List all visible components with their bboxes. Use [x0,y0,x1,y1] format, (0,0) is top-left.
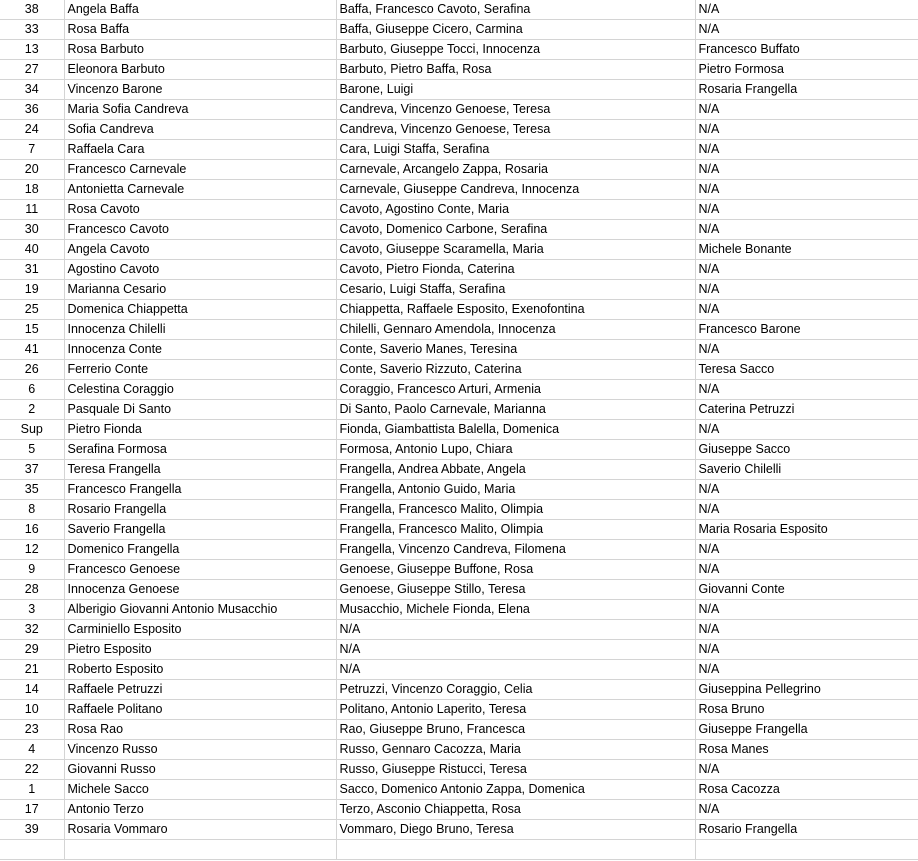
parents-cell[interactable]: Carnevale, Arcangelo Zappa, Rosaria [336,160,695,180]
parents-cell[interactable]: Chiappetta, Raffaele Esposito, Exenofontina [336,300,695,320]
name-cell[interactable]: Raffaela Cara [64,140,336,160]
parents-cell[interactable]: Chilelli, Gennaro Amendola, Innocenza [336,320,695,340]
name-cell[interactable]: Carminiello Esposito [64,620,336,640]
parents-cell[interactable]: Petruzzi, Vincenzo Coraggio, Celia [336,680,695,700]
table-row [0,460,918,480]
parents-cell[interactable]: Frangella, Andrea Abbate, Angela [336,460,695,480]
name-cell[interactable]: Rosa Baffa [64,20,336,40]
spouse-cell[interactable]: N/A [695,660,918,680]
table-row [0,180,918,200]
parents-cell[interactable]: Barbuto, Pietro Baffa, Rosa [336,60,695,80]
spouse-cell[interactable]: N/A [695,100,918,120]
table-row [0,120,918,140]
id-cell[interactable]: 2 [0,400,64,420]
name-cell[interactable]: Angela Cavoto [64,240,336,260]
table-row [0,820,918,840]
id-cell[interactable]: 7 [0,140,64,160]
name-cell[interactable] [64,840,336,860]
spouse-cell[interactable]: Rosa Cacozza [695,780,918,800]
name-cell[interactable]: Marianna Cesario [64,280,336,300]
table-row [0,80,918,100]
spouse-cell[interactable]: Giuseppe Sacco [695,440,918,460]
name-cell[interactable]: Francesco Cavoto [64,220,336,240]
spouse-cell[interactable]: Giovanni Conte [695,580,918,600]
table-row [0,300,918,320]
spouse-cell[interactable]: Saverio Chilelli [695,460,918,480]
name-cell[interactable]: Francesco Carnevale [64,160,336,180]
spouse-cell[interactable] [695,840,918,860]
table-row [0,480,918,500]
parents-cell[interactable]: N/A [336,660,695,680]
parents-cell[interactable]: Rao, Giuseppe Bruno, Francesca [336,720,695,740]
name-cell[interactable]: Giovanni Russo [64,760,336,780]
id-cell[interactable]: 36 [0,100,64,120]
parents-cell[interactable]: Barone, Luigi [336,80,695,100]
name-cell[interactable]: Raffaele Petruzzi [64,680,336,700]
table-row [0,560,918,580]
table-row [0,740,918,760]
table-row [0,200,918,220]
spouse-cell[interactable]: Pietro Formosa [695,60,918,80]
name-cell[interactable]: Vincenzo Russo [64,740,336,760]
name-cell[interactable]: Angela Baffa [64,0,336,20]
name-cell[interactable]: Pietro Esposito [64,640,336,660]
id-cell[interactable]: 32 [0,620,64,640]
table-row [0,840,918,860]
spouse-cell[interactable]: N/A [695,180,918,200]
name-cell[interactable]: Vincenzo Barone [64,80,336,100]
spouse-cell[interactable]: Giuseppina Pellegrino [695,680,918,700]
spouse-cell[interactable]: N/A [695,220,918,240]
parents-cell[interactable]: Carnevale, Giuseppe Candreva, Innocenza [336,180,695,200]
spouse-cell[interactable]: Rosa Bruno [695,700,918,720]
id-cell[interactable]: 23 [0,720,64,740]
id-cell[interactable]: 10 [0,700,64,720]
id-cell[interactable]: 21 [0,660,64,680]
name-cell[interactable]: Innocenza Chilelli [64,320,336,340]
name-cell[interactable]: Sofia Candreva [64,120,336,140]
id-cell[interactable]: 30 [0,220,64,240]
spouse-cell[interactable]: Rosario Frangella [695,820,918,840]
parents-cell[interactable]: Genoese, Giuseppe Buffone, Rosa [336,560,695,580]
id-cell[interactable]: 9 [0,560,64,580]
spouse-cell[interactable]: N/A [695,600,918,620]
id-cell[interactable]: 28 [0,580,64,600]
parents-cell[interactable]: Politano, Antonio Laperito, Teresa [336,700,695,720]
table-row [0,440,918,460]
table-row [0,40,918,60]
id-cell[interactable]: 22 [0,760,64,780]
parents-cell[interactable]: Baffa, Giuseppe Cicero, Carmina [336,20,695,40]
name-cell[interactable]: Raffaele Politano [64,700,336,720]
parents-cell[interactable]: Vommaro, Diego Bruno, Teresa [336,820,695,840]
parents-cell[interactable]: Conte, Saverio Manes, Teresina [336,340,695,360]
parents-cell[interactable]: Barbuto, Giuseppe Tocci, Innocenza [336,40,695,60]
table-row [0,600,918,620]
parents-cell[interactable]: Cesario, Luigi Staffa, Serafina [336,280,695,300]
name-cell[interactable]: Agostino Cavoto [64,260,336,280]
spouse-cell[interactable]: Francesco Barone [695,320,918,340]
id-cell[interactable]: 37 [0,460,64,480]
table-row [0,780,918,800]
name-cell[interactable]: Antonio Terzo [64,800,336,820]
spouse-cell[interactable]: N/A [695,420,918,440]
name-cell[interactable]: Francesco Genoese [64,560,336,580]
name-cell[interactable]: Rosa Barbuto [64,40,336,60]
parents-cell[interactable]: Cavoto, Giuseppe Scaramella, Maria [336,240,695,260]
spouse-cell[interactable]: N/A [695,620,918,640]
parents-cell[interactable]: Sacco, Domenico Antonio Zappa, Domenica [336,780,695,800]
id-cell[interactable]: 15 [0,320,64,340]
parents-cell[interactable]: Musacchio, Michele Fionda, Elena [336,600,695,620]
table-row [0,60,918,80]
parents-cell[interactable]: Frangella, Vincenzo Candreva, Filomena [336,540,695,560]
name-cell[interactable]: Rosa Cavoto [64,200,336,220]
id-cell[interactable]: 12 [0,540,64,560]
parents-cell[interactable]: Frangella, Francesco Malito, Olimpia [336,500,695,520]
id-cell[interactable]: 27 [0,60,64,80]
id-cell[interactable]: 11 [0,200,64,220]
table-row [0,700,918,720]
spouse-cell[interactable]: N/A [695,800,918,820]
table-row [0,800,918,820]
table-row [0,400,918,420]
id-cell[interactable] [0,840,64,860]
parents-cell[interactable]: Cavoto, Agostino Conte, Maria [336,200,695,220]
name-cell[interactable]: Ferrerio Conte [64,360,336,380]
id-cell[interactable]: 38 [0,0,64,20]
spouse-cell[interactable]: N/A [695,120,918,140]
table-row [0,340,918,360]
table-row [0,720,918,740]
name-cell[interactable]: Francesco Frangella [64,480,336,500]
id-cell[interactable]: 17 [0,800,64,820]
id-cell[interactable]: 29 [0,640,64,660]
parents-cell[interactable]: Russo, Gennaro Cacozza, Maria [336,740,695,760]
table-row [0,240,918,260]
spouse-cell[interactable]: Rosa Manes [695,740,918,760]
id-cell[interactable]: 14 [0,680,64,700]
parents-cell[interactable]: Frangella, Francesco Malito, Olimpia [336,520,695,540]
name-cell[interactable]: Alberigio Giovanni Antonio Musacchio [64,600,336,620]
id-cell[interactable]: 8 [0,500,64,520]
parents-cell[interactable]: Terzo, Asconio Chiappetta, Rosa [336,800,695,820]
id-cell[interactable]: 5 [0,440,64,460]
table-row [0,680,918,700]
table-row [0,580,918,600]
table-row [0,220,918,240]
spouse-cell[interactable]: N/A [695,140,918,160]
id-cell[interactable]: 26 [0,360,64,380]
id-cell[interactable]: 18 [0,180,64,200]
spouse-cell[interactable]: Rosaria Frangella [695,80,918,100]
parents-cell[interactable]: Baffa, Francesco Cavoto, Serafina [336,0,695,20]
spouse-cell[interactable]: Francesco Buffato [695,40,918,60]
parents-cell[interactable]: Formosa, Antonio Lupo, Chiara [336,440,695,460]
parents-cell[interactable]: Cavoto, Domenico Carbone, Serafina [336,220,695,240]
parents-cell[interactable]: Cavoto, Pietro Fionda, Caterina [336,260,695,280]
table-row [0,660,918,680]
name-cell[interactable]: Serafina Formosa [64,440,336,460]
parents-cell[interactable]: Cara, Luigi Staffa, Serafina [336,140,695,160]
name-cell[interactable]: Pasquale Di Santo [64,400,336,420]
parents-cell[interactable]: Coraggio, Francesco Arturi, Armenia [336,380,695,400]
name-cell[interactable]: Rosaria Vommaro [64,820,336,840]
table-row [0,620,918,640]
id-cell[interactable]: 6 [0,380,64,400]
name-cell[interactable]: Domenica Chiappetta [64,300,336,320]
parents-cell[interactable]: Frangella, Antonio Guido, Maria [336,480,695,500]
table-row [0,20,918,40]
spouse-cell[interactable]: N/A [695,280,918,300]
table-row [0,360,918,380]
id-cell[interactable]: Sup [0,420,64,440]
id-cell[interactable]: 31 [0,260,64,280]
spouse-cell[interactable]: N/A [695,20,918,40]
spouse-cell[interactable]: Giuseppe Frangella [695,720,918,740]
spouse-cell[interactable]: N/A [695,480,918,500]
name-cell[interactable]: Innocenza Genoese [64,580,336,600]
id-cell[interactable]: 13 [0,40,64,60]
id-cell[interactable]: 41 [0,340,64,360]
spouse-cell[interactable]: N/A [695,300,918,320]
name-cell[interactable]: Domenico Frangella [64,540,336,560]
spouse-cell[interactable]: N/A [695,760,918,780]
spouse-cell[interactable]: N/A [695,500,918,520]
table-row [0,280,918,300]
name-cell[interactable]: Eleonora Barbuto [64,60,336,80]
id-cell[interactable]: 3 [0,600,64,620]
table-row [0,140,918,160]
table-row [0,640,918,660]
id-cell[interactable]: 16 [0,520,64,540]
id-cell[interactable]: 4 [0,740,64,760]
parents-cell[interactable]: Di Santo, Paolo Carnevale, Marianna [336,400,695,420]
id-cell[interactable]: 19 [0,280,64,300]
table-row [0,520,918,540]
parents-cell[interactable]: Russo, Giuseppe Ristucci, Teresa [336,760,695,780]
table-row [0,500,918,520]
table-row [0,540,918,560]
table-row [0,0,918,20]
name-cell[interactable]: Rosa Rao [64,720,336,740]
table-row [0,160,918,180]
name-cell[interactable]: Teresa Frangella [64,460,336,480]
name-cell[interactable]: Rosario Frangella [64,500,336,520]
spouse-cell[interactable]: N/A [695,380,918,400]
spouse-cell[interactable]: N/A [695,540,918,560]
parents-cell[interactable]: Fionda, Giambattista Balella, Domenica [336,420,695,440]
spouse-cell[interactable]: N/A [695,260,918,280]
parents-cell[interactable]: Candreva, Vincenzo Genoese, Teresa [336,120,695,140]
spouse-cell[interactable]: N/A [695,160,918,180]
id-cell[interactable]: 39 [0,820,64,840]
table-row [0,260,918,280]
parents-cell[interactable]: N/A [336,640,695,660]
spouse-cell[interactable]: Maria Rosaria Esposito [695,520,918,540]
spouse-cell[interactable]: N/A [695,200,918,220]
name-cell[interactable]: Pietro Fionda [64,420,336,440]
spouse-cell[interactable]: Caterina Petruzzi [695,400,918,420]
spouse-cell[interactable]: N/A [695,0,918,20]
parents-cell[interactable]: N/A [336,620,695,640]
name-cell[interactable]: Michele Sacco [64,780,336,800]
table-row [0,380,918,400]
id-cell[interactable]: 35 [0,480,64,500]
spouse-cell[interactable]: Teresa Sacco [695,360,918,380]
table-row [0,100,918,120]
spouse-cell[interactable]: N/A [695,340,918,360]
spouse-cell[interactable]: Michele Bonante [695,240,918,260]
id-cell[interactable]: 20 [0,160,64,180]
name-cell[interactable]: Roberto Esposito [64,660,336,680]
parents-cell[interactable] [336,840,695,860]
spouse-cell[interactable]: N/A [695,640,918,660]
id-cell[interactable]: 34 [0,80,64,100]
table-row [0,320,918,340]
id-cell[interactable]: 33 [0,20,64,40]
name-cell[interactable]: Celestina Coraggio [64,380,336,400]
name-cell[interactable]: Maria Sofia Candreva [64,100,336,120]
parents-cell[interactable]: Conte, Saverio Rizzuto, Caterina [336,360,695,380]
name-cell[interactable]: Antonietta Carnevale [64,180,336,200]
id-cell[interactable]: 24 [0,120,64,140]
parents-cell[interactable]: Genoese, Giuseppe Stillo, Teresa [336,580,695,600]
id-cell[interactable]: 40 [0,240,64,260]
name-cell[interactable]: Innocenza Conte [64,340,336,360]
table-row [0,420,918,440]
id-cell[interactable]: 1 [0,780,64,800]
table-row [0,760,918,780]
id-cell[interactable]: 25 [0,300,64,320]
parents-cell[interactable]: Candreva, Vincenzo Genoese, Teresa [336,100,695,120]
name-cell[interactable]: Saverio Frangella [64,520,336,540]
spouse-cell[interactable]: N/A [695,560,918,580]
